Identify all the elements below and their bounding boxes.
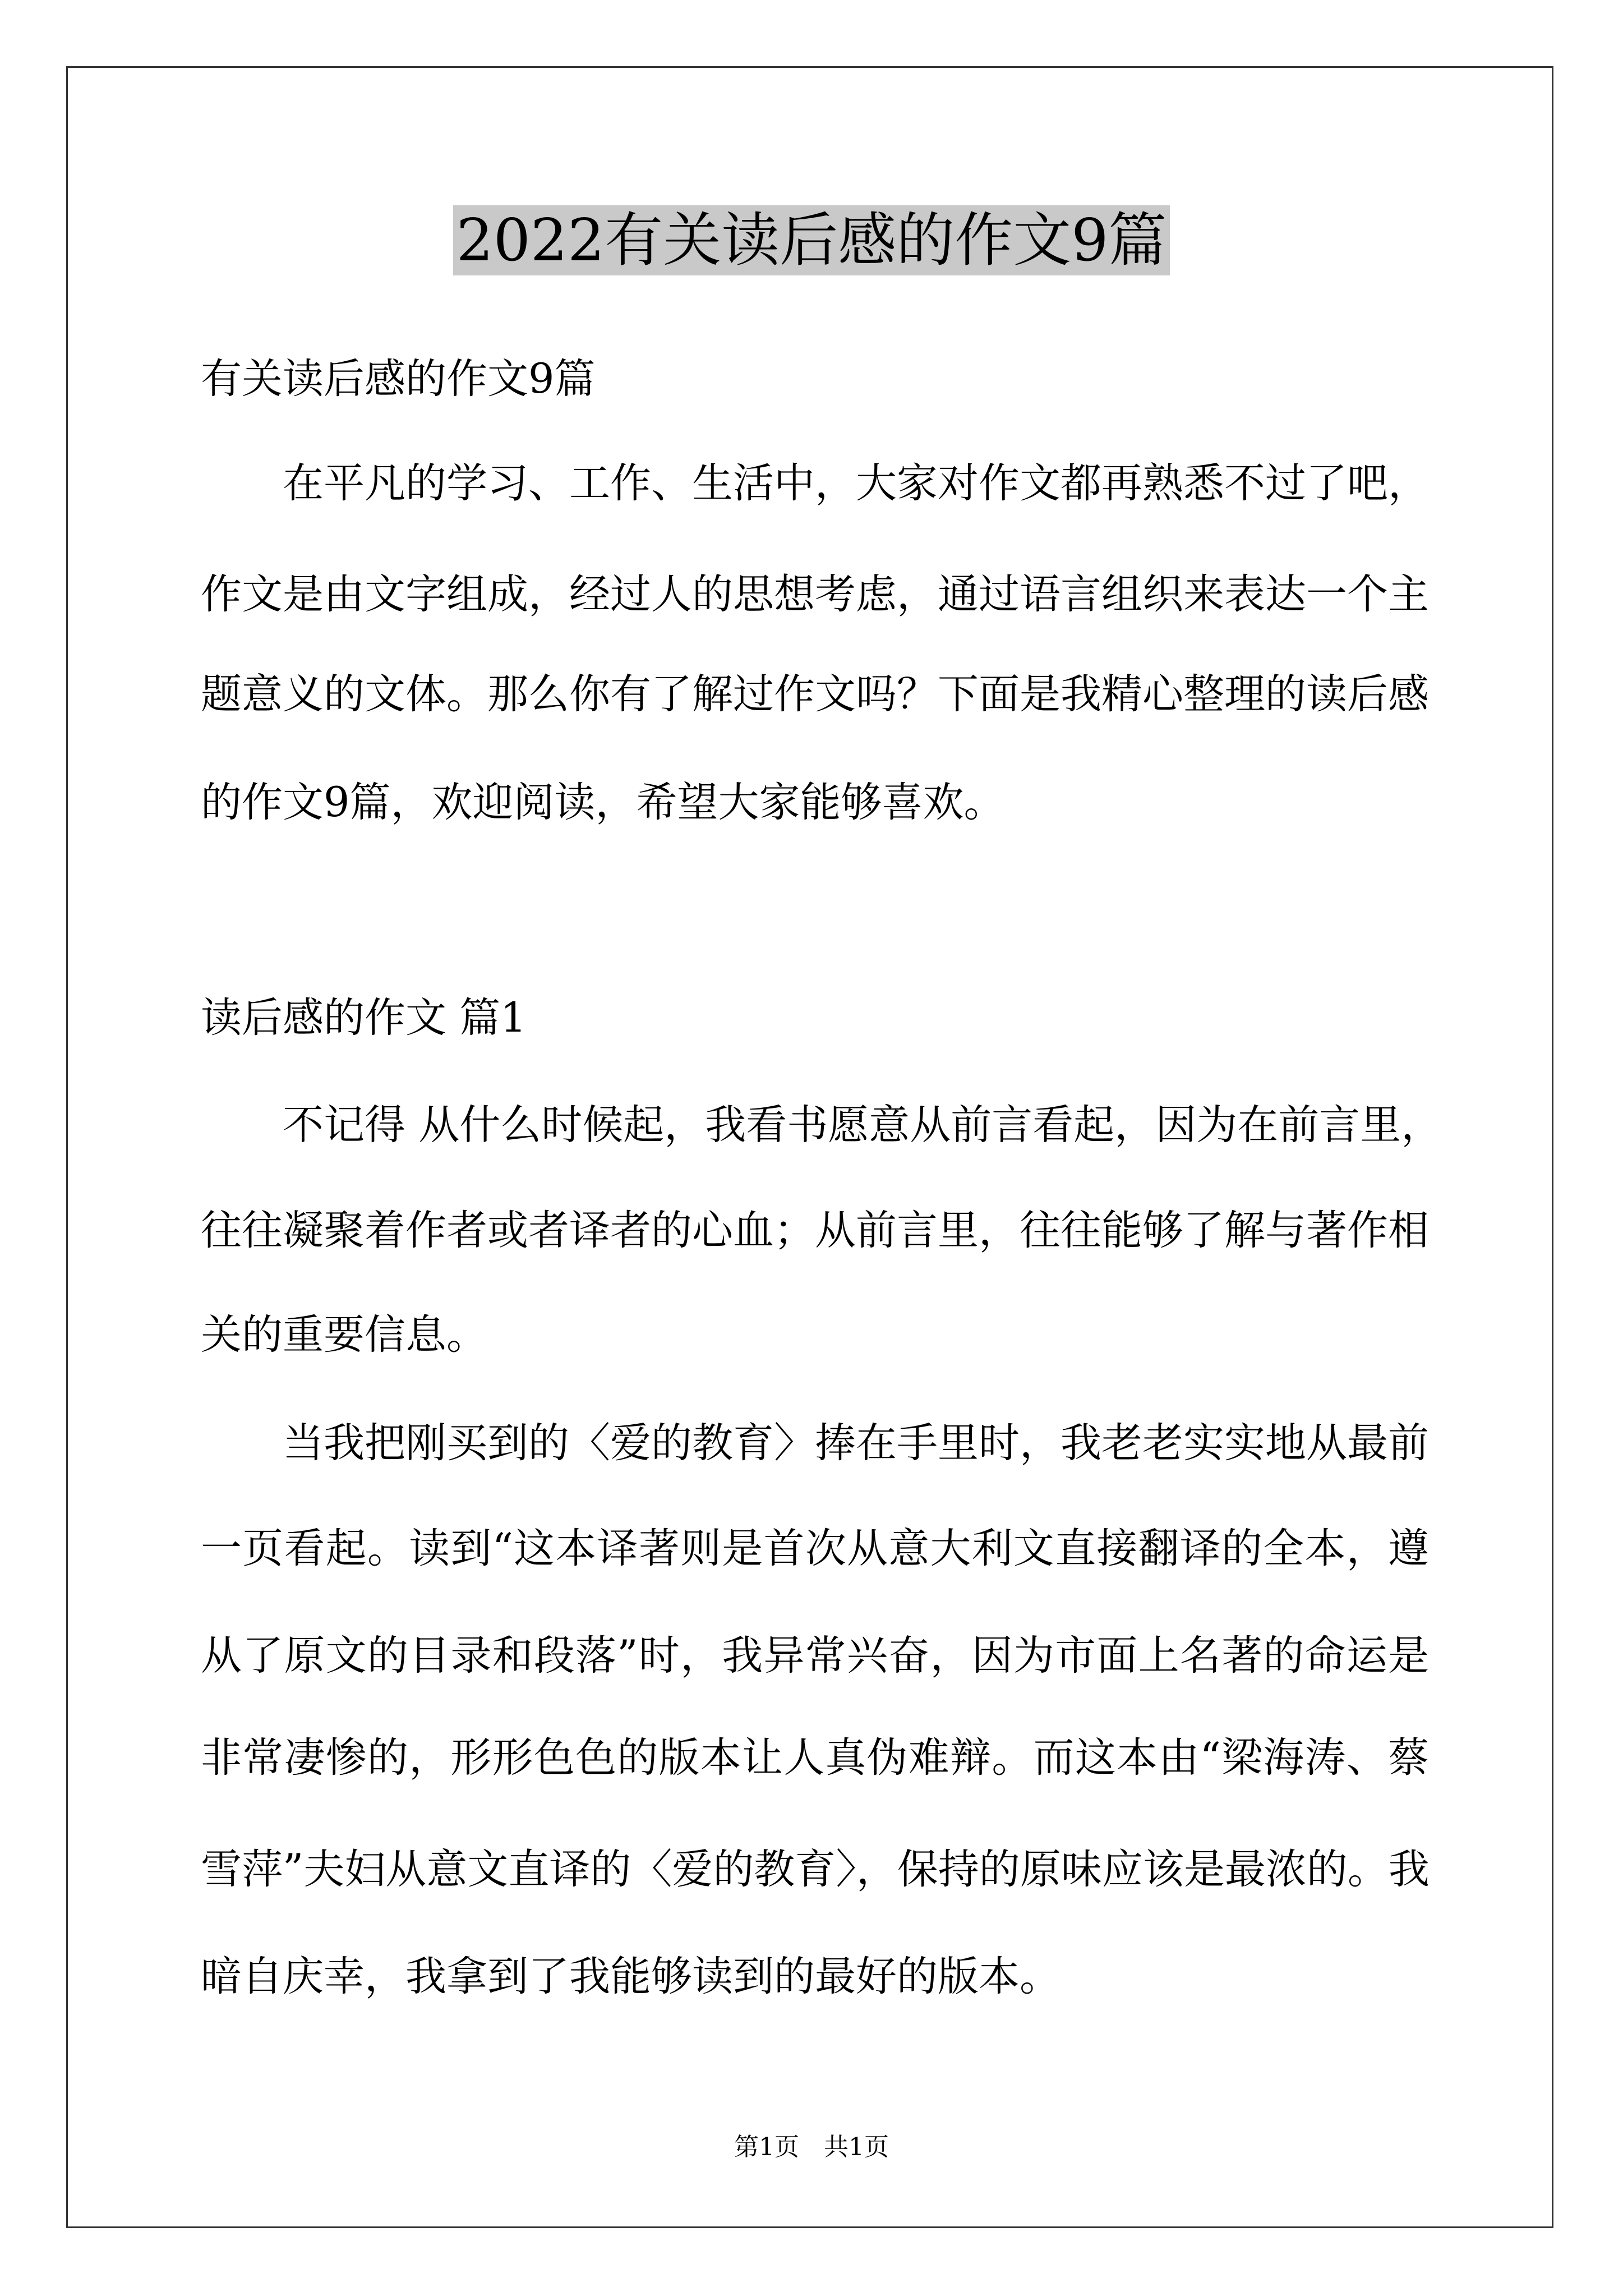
paragraph-line: 一页看起。读到“这本译著则是首次从意大利文直接翻译的全本，遵	[201, 1525, 1429, 1572]
intro-line: 题意义的文体。那么你有了解过作文吗？下面是我精心整理的读后感	[201, 670, 1429, 718]
paragraph-line: 当我把刚买到的〈爱的教育〉捧在手里时，我老老实实地从最前	[283, 1419, 1429, 1467]
page-number-footer: 第1页 共1页	[734, 2133, 889, 2161]
title-container	[0, 205, 1623, 275]
document-title: 2022有关读后感的作文9篇	[453, 205, 1170, 275]
paragraph-line: 往往凝聚着作者或者译者的心血；从前言里，往往能够了解与著作相	[201, 1207, 1429, 1254]
paragraph-line: 不记得 从什么时候起，我看书愿意从前言看起，因为在前言里，	[283, 1101, 1442, 1149]
intro-line: 在平凡的学习、工作、生活中，大家对作文都再熟悉不过了吧，	[283, 459, 1429, 507]
section-heading: 读后感的作文 篇1	[201, 994, 527, 1042]
intro-line: 作文是由文字组成，经过人的思想考虑，通过语言组织来表达一个主	[201, 570, 1429, 618]
paragraph-line: 从了原文的目录和段落”时，我异常兴奋，因为市面上名著的命运是	[201, 1632, 1429, 1680]
paragraph-line: 关的重要信息。	[201, 1311, 487, 1359]
paragraph-line: 暗自庆幸，我拿到了我能够读到的最好的版本。	[201, 1953, 1061, 2000]
paragraph-line: 雪萍”夫妇从意文直译的〈爱的教育〉，保持的原味应该是最浓的。我	[201, 1846, 1430, 1893]
intro-line: 的作文9篇，欢迎阅读，希望大家能够喜欢。	[201, 779, 1005, 826]
paragraph-line: 非常凄惨的，形形色色的版本让人真伪难辩。而这本由“梁海涛、蔡	[201, 1734, 1429, 1782]
document-subtitle: 有关读后感的作文9篇	[201, 355, 596, 403]
